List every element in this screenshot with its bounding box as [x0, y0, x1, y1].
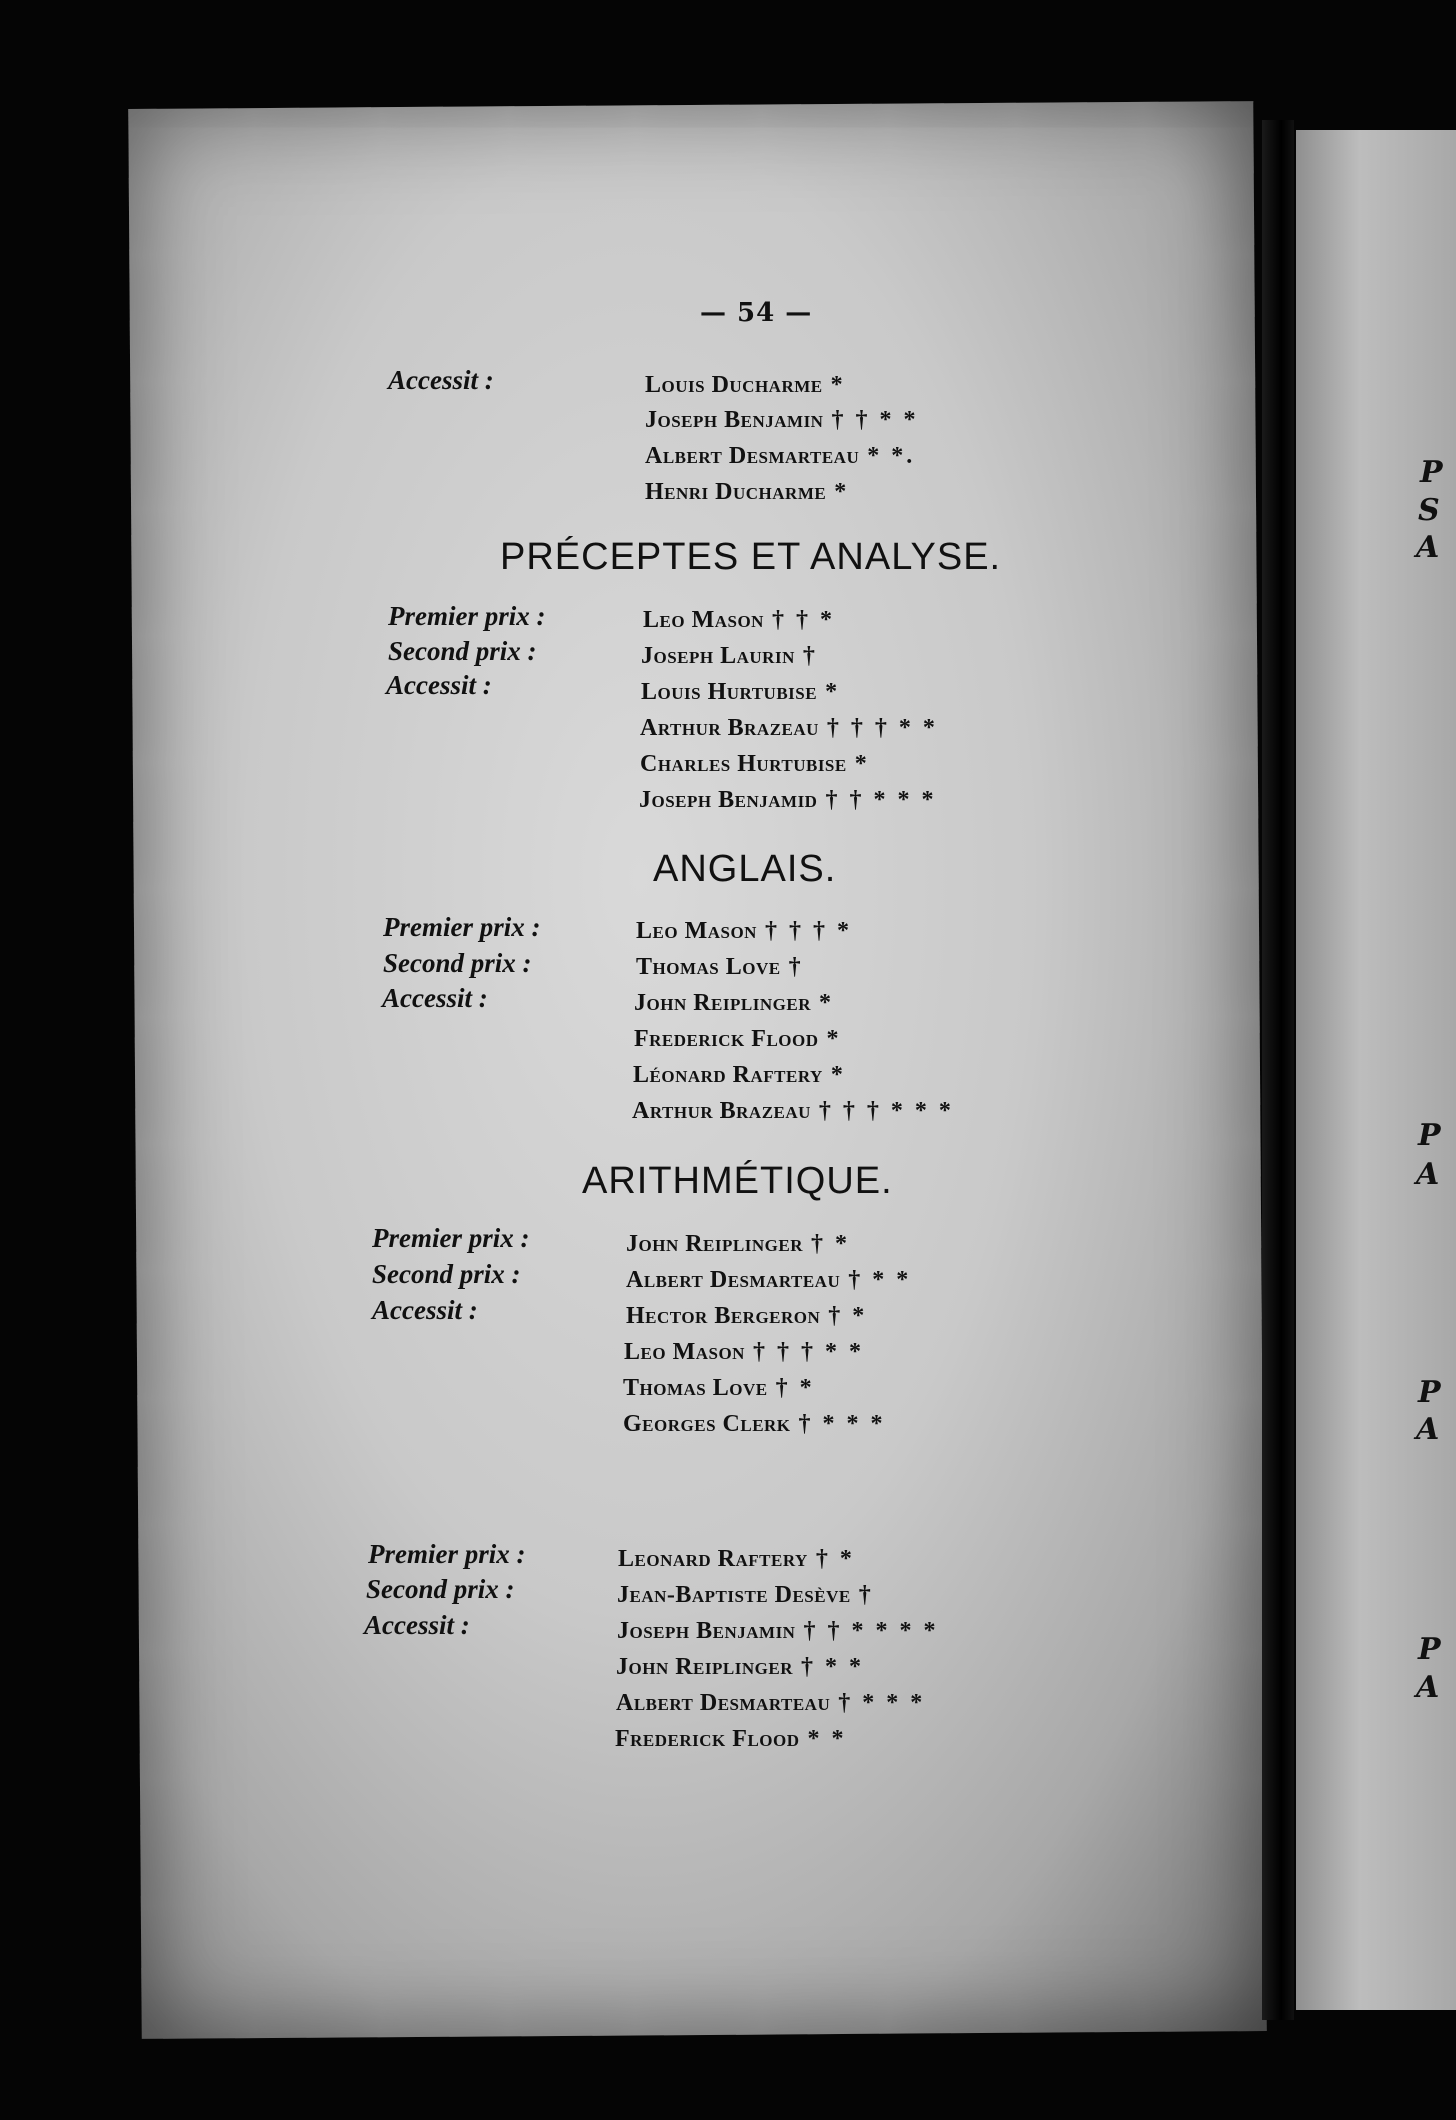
entry-name: Thomas Love † * — [623, 1375, 815, 1401]
adjacent-letter: A — [1416, 1670, 1440, 1705]
adjacent-letter: A — [1416, 530, 1440, 565]
entry-name: Frederick Flood * * — [615, 1726, 847, 1752]
page-number: — 54 — — [700, 298, 813, 328]
entry-label: Premier prix : — [368, 1539, 526, 1569]
entry-label: Second prix : — [372, 1259, 521, 1289]
entry-name: Louis Hurtubise * — [641, 679, 841, 705]
entry-name: Arthur Brazeau † † † * * — [640, 715, 938, 741]
entry-label: Premier prix : — [388, 601, 546, 631]
entry-label: Accessit : — [364, 1610, 470, 1640]
section-title: ARITHMÉTIQUE. — [582, 1160, 893, 1202]
entry-name: John Reiplinger * — [634, 990, 834, 1016]
entry-name: Frederick Flood * — [634, 1026, 842, 1052]
entry-label: Premier prix : — [383, 912, 541, 942]
entry-name: Leonard Raftery † * — [618, 1546, 855, 1572]
entry-name: Hector Bergeron † * — [626, 1303, 868, 1329]
entry-label: Second prix : — [366, 1574, 515, 1604]
entry-label: Accessit : — [388, 365, 494, 395]
entry-name: Arthur Brazeau † † † * * * — [632, 1098, 954, 1124]
adjacent-letter: P — [1418, 1118, 1441, 1153]
entry-name: Leo Mason † † † * — [636, 918, 852, 944]
entry-name: Thomas Love † — [636, 954, 804, 980]
entry-name: Henri Ducharme * — [645, 479, 850, 505]
adjacent-letter: P — [1418, 1375, 1441, 1410]
entry-name: Leo Mason † † † * * — [624, 1339, 864, 1365]
entry-label: Second prix : — [383, 948, 532, 978]
entry-name: Joseph Benjamin † † * * — [645, 407, 919, 433]
book-gutter — [1262, 120, 1294, 2020]
adjacent-letter: A — [1416, 1412, 1440, 1447]
adjacent-letter: A — [1416, 1157, 1440, 1192]
adjacent-letter: P — [1418, 1632, 1441, 1667]
adjacent-letter: P — [1420, 455, 1443, 490]
entry-name: Albert Desmarteau * *. — [645, 443, 916, 469]
entry-name: Albert Desmarteau † * * * — [616, 1690, 926, 1716]
section-title: PRÉCEPTES ET ANALYSE. — [500, 536, 1002, 578]
adjacent-letter: S — [1418, 493, 1440, 528]
entry-name: Joseph Laurin † — [641, 643, 818, 669]
entry-label: Second prix : — [388, 636, 537, 666]
entry-name: Albert Desmarteau † * * — [626, 1267, 912, 1293]
entry-label: Accessit : — [386, 670, 492, 700]
section-title: ANGLAIS. — [653, 848, 837, 890]
entry-name: Léonard Raftery * — [633, 1062, 846, 1088]
entry-name: John Reiplinger † * * — [616, 1654, 864, 1680]
entry-name: Charles Hurtubise * — [640, 751, 870, 777]
entry-name: Louis Ducharme * — [645, 372, 846, 398]
entry-name: Joseph Benjamin † † * * * * — [617, 1618, 939, 1644]
entry-name: Georges Clerk † * * * — [623, 1411, 886, 1437]
entry-label: Accessit : — [372, 1295, 478, 1325]
entry-name: Jean-Baptiste Desève † — [617, 1582, 874, 1608]
entry-name: Leo Mason † † * — [643, 607, 835, 633]
entry-label: Premier prix : — [372, 1223, 530, 1253]
adjacent-page — [1296, 130, 1456, 2010]
entry-label: Accessit : — [382, 983, 488, 1013]
entry-name: Joseph Benjamid † † * * * — [639, 787, 937, 813]
entry-name: John Reiplinger † * — [626, 1231, 850, 1257]
